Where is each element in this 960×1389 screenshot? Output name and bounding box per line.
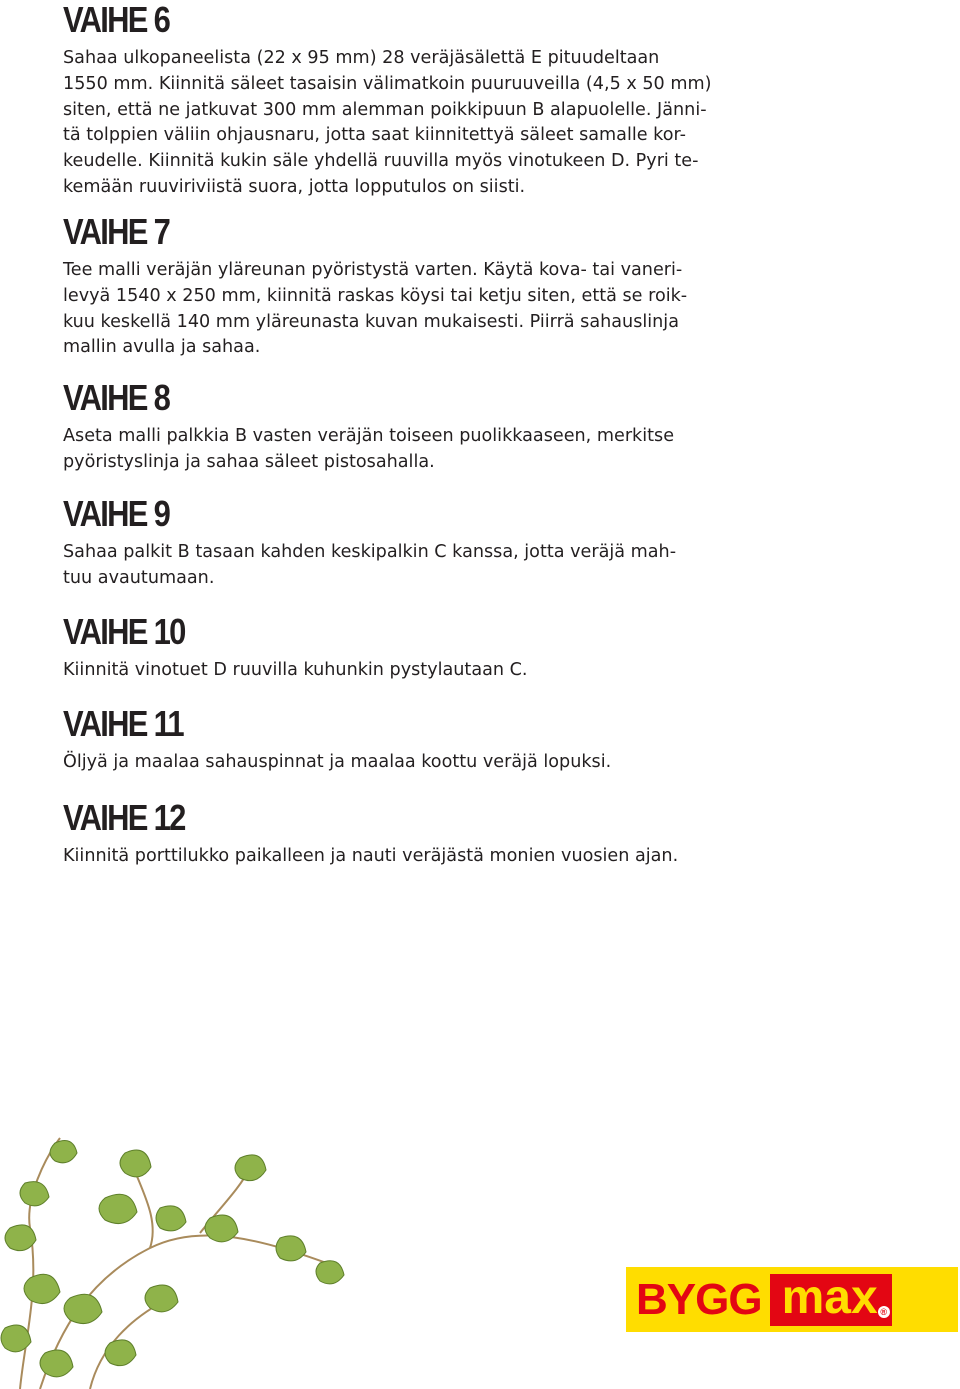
step-8-line: pyöristyslinja ja sahaa säleet pistosahalla. xyxy=(63,451,435,472)
byggmax-logo xyxy=(626,1267,958,1332)
step-6-text xyxy=(63,46,713,201)
step-10-section xyxy=(63,612,713,684)
step-7-text xyxy=(63,258,713,361)
logo-bygg-text: BYGG xyxy=(636,1274,762,1324)
step-7-title: VAIHE 7 xyxy=(63,211,170,252)
step-7-line: mallin avulla ja sahaa. xyxy=(63,337,261,358)
step-9-text xyxy=(63,540,713,592)
step-8-section xyxy=(63,378,713,476)
step-12-section xyxy=(63,798,713,870)
step-8-text xyxy=(63,424,713,476)
step-6-line: Sahaa ulkopaneelista (22 x 95 mm) 28 veräjäsälettä E pituudeltaan xyxy=(63,48,660,68)
step-12-text xyxy=(63,844,713,870)
step-9-section xyxy=(63,494,713,592)
step-9-title: VAIHE 9 xyxy=(63,493,170,534)
ivy-plant-icon xyxy=(0,1128,360,1389)
step-10-title: VAIHE 10 xyxy=(63,611,185,652)
step-11-section xyxy=(63,704,713,776)
step-8-title: VAIHE 8 xyxy=(63,377,170,418)
step-7-section xyxy=(63,212,713,361)
logo-max-label: max xyxy=(781,1270,878,1324)
step-6-line: kemään ruuviriviistä suora, jotta lopputulos on siisti. xyxy=(63,176,526,197)
step-9-line: tuu avautumaan. xyxy=(63,567,215,588)
step-10-line: Kiinnitä vinotuet D ruuvilla kuhunkin pystylautaan C. xyxy=(63,660,528,680)
step-7-line: kuu keskellä 140 mm yläreunasta kuvan mukaisesti. Piirrä sahauslinja xyxy=(63,311,679,332)
step-6-line: tä tolppien väliin ohjausnaru, jotta saat kiinnitettyä säleet samalle kor- xyxy=(63,125,686,146)
step-11-text xyxy=(63,750,713,776)
step-11-line: Öljyä ja maalaa sahauspinnat ja maalaa koottu veräjä lopuksi. xyxy=(63,752,612,772)
registered-mark-icon: ® xyxy=(878,1306,890,1318)
step-12-title: VAIHE 12 xyxy=(63,797,185,838)
step-12-line: Kiinnitä porttilukko paikalleen ja nauti veräjästä monien vuosien ajan. xyxy=(63,846,679,866)
step-9-line: Sahaa palkit B tasaan kahden keskipalkin C kanssa, jotta veräjä mah- xyxy=(63,542,677,562)
step-6-section xyxy=(63,0,713,201)
step-7-line: levyä 1540 x 250 mm, kiinnitä raskas köysi tai ketju siten, että se roik- xyxy=(63,285,688,306)
step-11-title: VAIHE 11 xyxy=(63,703,183,744)
step-10-text xyxy=(63,658,713,684)
step-6-title: VAIHE 6 xyxy=(63,0,170,40)
step-6-line: keudelle. Kiinnitä kukin säle yhdellä ruuvilla myös vinotukeen D. Pyri te- xyxy=(63,151,699,172)
logo-max-text xyxy=(770,1270,892,1326)
step-6-line: siten, että ne jatkuvat 300 mm alemman poikkipuun B alapuolelle. Jänni- xyxy=(63,99,707,120)
step-6-line: 1550 mm. Kiinnitä säleet tasaisin välimatkoin puuruuveilla (4,5 x 50 mm) xyxy=(63,73,712,94)
step-7-line: Tee malli veräjän yläreunan pyöristystä varten. Käytä kova- tai vaneri- xyxy=(63,260,683,280)
step-8-line: Aseta malli palkkia B vasten veräjän toiseen puolikkaaseen, merkitse xyxy=(63,426,675,446)
